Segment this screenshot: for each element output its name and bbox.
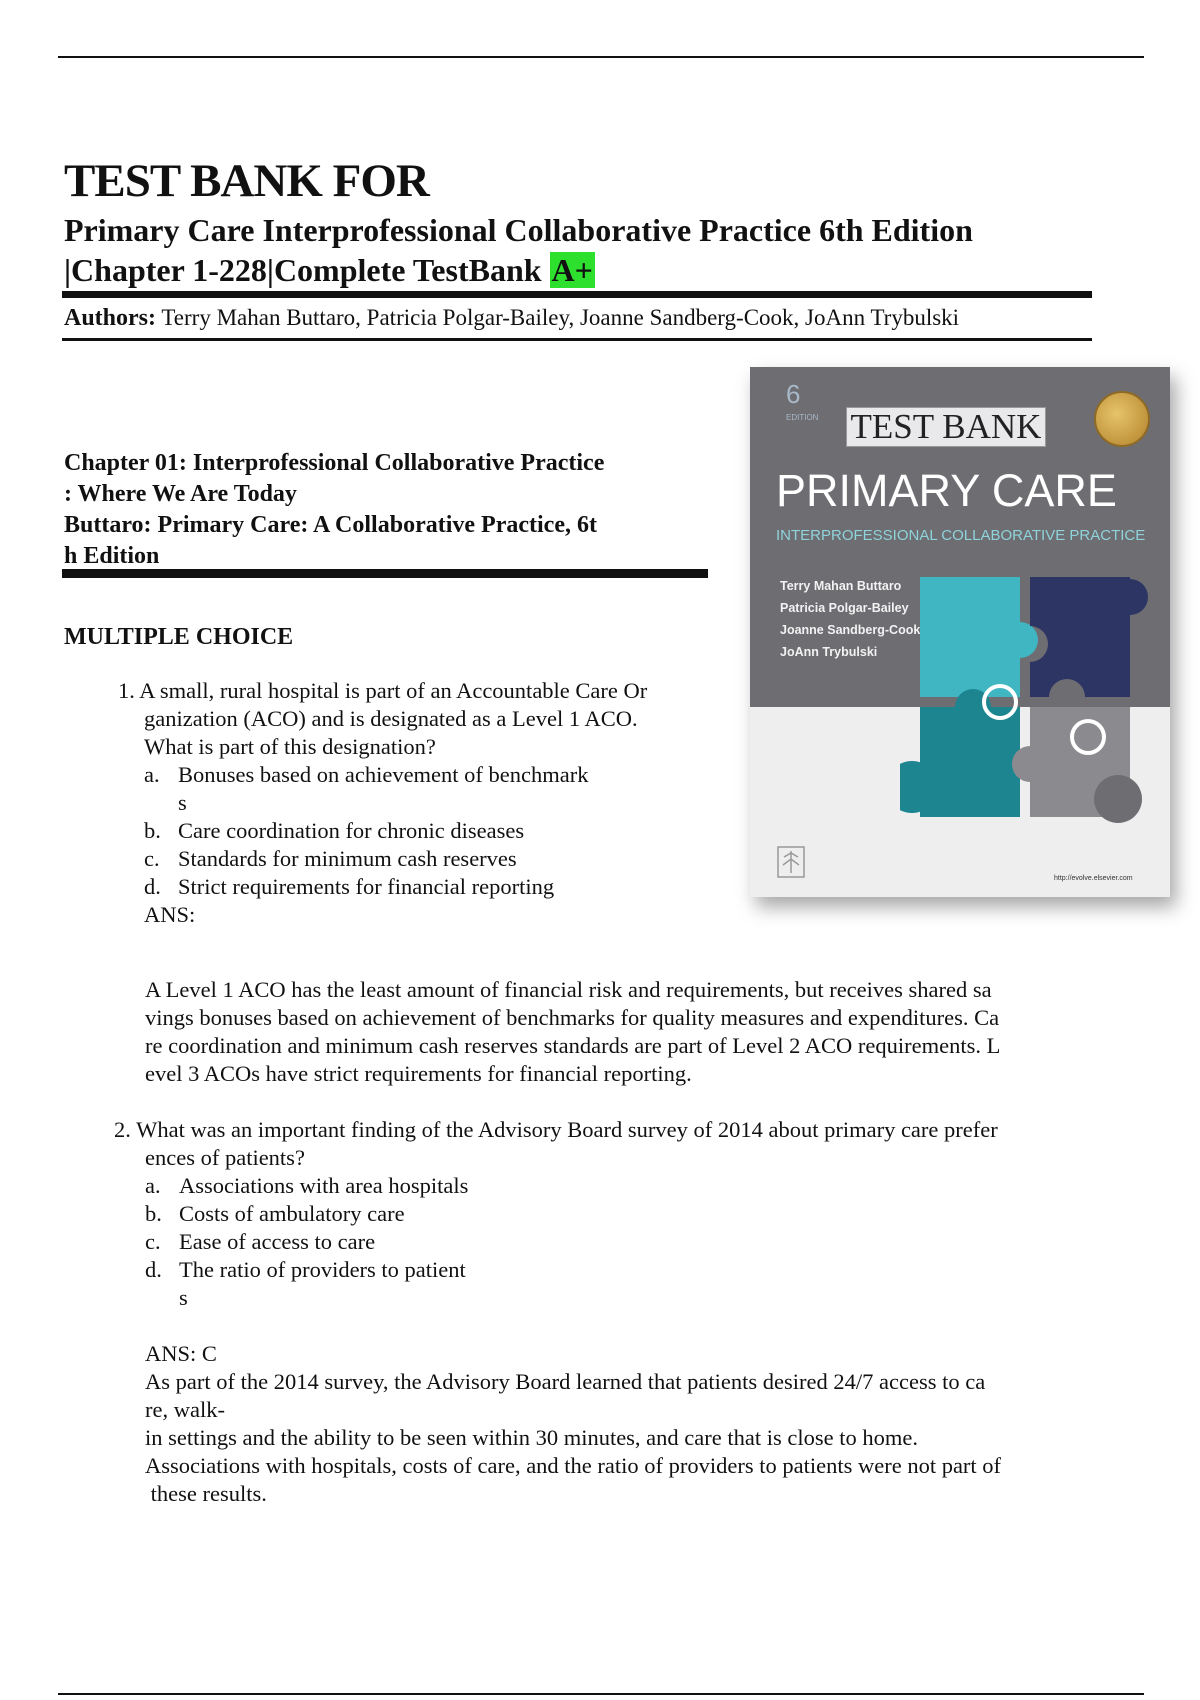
cover-test-bank-badge: TEST BANK [846, 407, 1046, 447]
subtitle-chapters: |Chapter 1-228|Complete TestBank [64, 252, 542, 288]
authors-label: Authors: [64, 305, 157, 331]
subtitle-line-1: Primary Care Interprofessional Collaborative Practice 6th Edition [64, 212, 973, 248]
answer-label: ANS: C [145, 1341, 217, 1366]
option-d [145, 1256, 1098, 1312]
option-b [144, 817, 708, 845]
question-2 [108, 1116, 1098, 1508]
option-letter: c. [144, 846, 160, 871]
authors-rule [62, 338, 1092, 341]
option-letter: c. [145, 1229, 161, 1254]
chapter-line-4: h Edition [64, 543, 160, 569]
puzzle-pieces-icon [900, 567, 1150, 827]
stem-line: ganization (ACO) and is designated as a Level 1 ACO. [144, 706, 638, 731]
explanation-line: re, walk- [145, 1397, 225, 1422]
explanation-line: A Level 1 ACO has the least amount of financial risk and requirements, but receives shared sa [145, 977, 992, 1002]
explanation-line: Associations with hospitals, costs of care, and the ratio of providers to patients were not part of [145, 1453, 1002, 1478]
option-letter: a. [145, 1173, 161, 1198]
option-b [145, 1200, 1098, 1228]
cover-author: JoAnn Trybulski [780, 645, 878, 659]
stem-line: What is part of this designation? [144, 734, 436, 759]
answer-label: ANS: [144, 902, 196, 927]
grade-badge: A+ [551, 252, 593, 288]
options-list [145, 1172, 1098, 1312]
bottom-rule [58, 1693, 1144, 1695]
option-a [144, 761, 708, 817]
cover-edition-number: 6 [786, 379, 801, 409]
option-text: Care coordination for chronic diseases [178, 818, 525, 843]
question-1 [108, 677, 708, 929]
explanation-2 [145, 1368, 1098, 1508]
document-subtitle [64, 210, 1124, 290]
option-letter: b. [144, 818, 161, 843]
chapter-line-3: Buttaro: Primary Care: A Collaborative Practice, 6t [64, 512, 597, 538]
option-letter: b. [145, 1201, 162, 1226]
cover-author: Patricia Polgar-Bailey [780, 601, 909, 615]
chapter-rule [62, 569, 708, 578]
subtitle-line-2 [64, 250, 1124, 290]
cover-author: Terry Mahan Buttaro [780, 579, 902, 593]
question-stem [108, 1116, 1098, 1172]
option-c [145, 1228, 1098, 1256]
explanation-line: these results. [145, 1481, 267, 1506]
stem-line: A small, rural hospital is part of an Accountable Care Or [139, 678, 648, 703]
question-stem [108, 677, 708, 761]
title-rule [62, 291, 1092, 298]
cover-title: PRIMARY CARE [776, 465, 1117, 516]
cover-edition-label: EDITION [786, 413, 819, 422]
option-text: Costs of ambulatory care [179, 1201, 405, 1226]
option-a [145, 1172, 1098, 1200]
chapter-line-2: : Where We Are Today [64, 481, 297, 507]
chapter-heading [64, 448, 704, 572]
option-letter: d. [144, 874, 161, 899]
award-seal-icon [1094, 391, 1150, 447]
stem-line: ences of patients? [145, 1145, 305, 1170]
option-text: Associations with area hospitals [179, 1173, 469, 1198]
option-d [144, 873, 708, 901]
chapter-line-1: Chapter 01: Interprofessional Collaborative Practice [64, 450, 605, 476]
question-number: 2. [114, 1117, 131, 1142]
option-text: Standards for minimum cash reserves [178, 846, 517, 871]
authors-names: Terry Mahan Buttaro, Patricia Polgar-Bailey, Joanne Sandberg-Cook, JoAnn Trybulski [161, 305, 960, 330]
question-number: 1. [118, 678, 135, 703]
option-text: Ease of access to care [179, 1229, 376, 1254]
explanation-1 [145, 976, 1085, 1088]
document-title: TEST BANK FOR [64, 155, 429, 207]
explanation-line: As part of the 2014 survey, the Advisory Board learned that patients desired 24/7 access to ca [145, 1369, 986, 1394]
cover-subtitle: INTERPROFESSIONAL COLLABORATIVE PRACTICE [776, 527, 1146, 544]
stem-line: What was an important finding of the Advisory Board survey of 2014 about primary care prefer [136, 1117, 998, 1142]
option-text: Bonuses based on achievement of benchmark s [178, 762, 589, 815]
option-text: The ratio of providers to patient s [179, 1257, 466, 1310]
publisher-logo-icon [776, 845, 806, 879]
option-text: Strict requirements for financial reporting [178, 874, 555, 899]
option-letter: a. [144, 762, 160, 787]
explanation-line: re coordination and minimum cash reserves standards are part of Level 2 ACO requirements. L [145, 1033, 1001, 1058]
options-list [144, 761, 708, 901]
cover-author: Joanne Sandberg-Cook [780, 623, 921, 637]
authors-line [64, 303, 959, 333]
explanation-line: vings bonuses based on achievement of benchmarks for quality measures and expenditures. Ca [145, 1005, 1000, 1030]
top-rule [58, 56, 1144, 58]
option-letter: d. [145, 1257, 162, 1282]
option-c [144, 845, 708, 873]
explanation-line: in settings and the ability to be seen within 30 minutes, and care that is close to home. [145, 1425, 918, 1450]
book-cover-image [750, 367, 1170, 897]
puzzle-piece-teal [920, 577, 1038, 697]
cover-url: http://evolve.elsevier.com [1054, 875, 1133, 882]
section-heading: MULTIPLE CHOICE [64, 624, 294, 650]
puzzle-dot-gray [1094, 775, 1142, 823]
puzzle-dot-navy [1112, 579, 1148, 615]
explanation-line: evel 3 ACOs have strict requirements for financial reporting. [145, 1061, 692, 1086]
